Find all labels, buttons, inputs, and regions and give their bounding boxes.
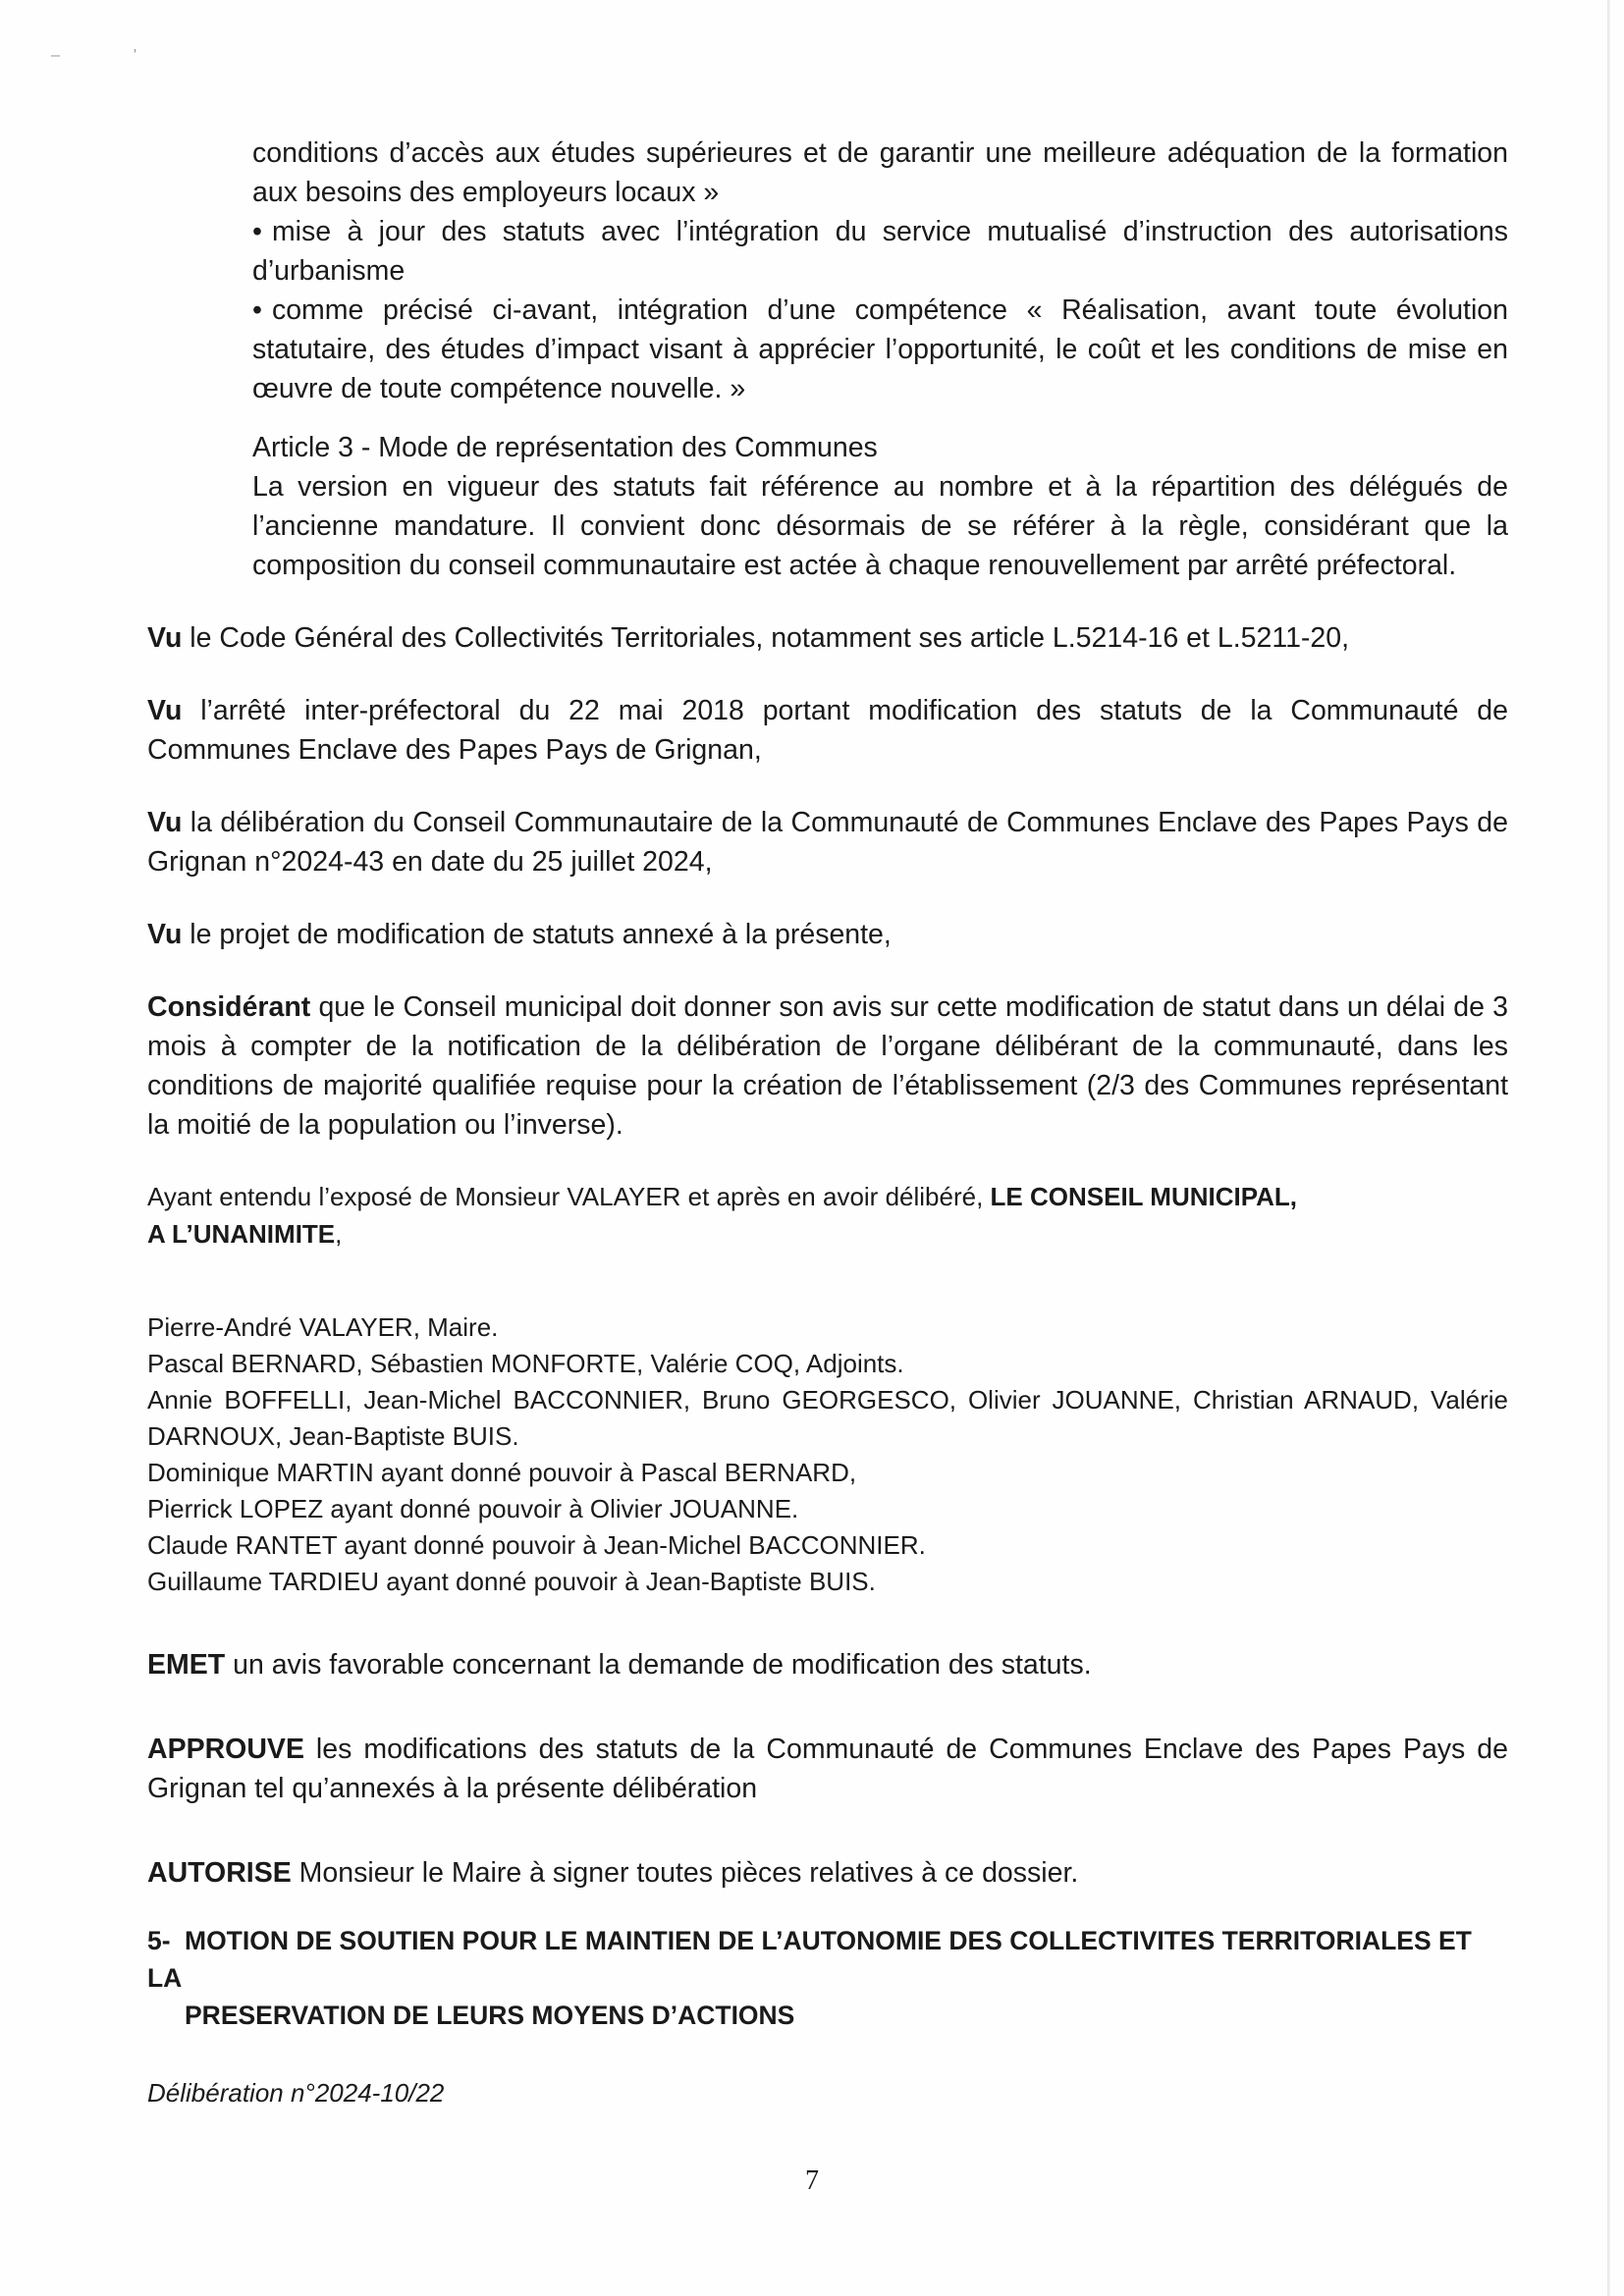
member-line: Pascal BERNARD, Sébastien MONFORTE, Valérie COQ, Adjoints. <box>147 1349 904 1378</box>
vu-paragraph: Vu le Code Général des Collectivités Territoriales, notamment ses article L.5214-16 et L.5211-20, <box>147 622 1350 654</box>
bullet-icon: • <box>252 294 262 326</box>
page-edge <box>1607 0 1610 2296</box>
members-list <box>147 1309 1508 1600</box>
article-title: Article 3 - Mode de représentation des Communes <box>252 432 878 463</box>
member-line: Dominique MARTIN ayant donné pouvoir à Pascal BERNARD, <box>147 1458 857 1487</box>
bullet-icon: • <box>252 216 262 247</box>
decision-approuve: APPROUVE les modifications des statuts de la Communauté de Communes Enclave des Papes Pays de Grignan tel qu’annexés à la présente délibération <box>147 1734 1508 1804</box>
ayant-paragraph: Ayant entendu l’exposé de Monsieur VALAYER et après en avoir délibéré, LE CONSEIL MUNICIPAL, A L’UNANIMITE, <box>147 1182 1298 1249</box>
article-text: La version en vigueur des statuts fait référence au nombre et à la répartition des délégués de l’ancienne mandature. Il convient donc désormais de se référer à la règle, considérant que la composition du conseil communautaire est actée à chaque renouvellement par arrêté préfectoral. <box>252 471 1508 581</box>
section-heading <box>147 1922 1508 2034</box>
paragraph-continued: conditions d’accès aux études supérieures et de garantir une meilleure adéquation de la formation aux besoins des employeurs locaux » <box>252 137 1508 208</box>
scan-mark: ' <box>134 47 137 64</box>
member-line: Annie BOFFELLI, Jean-Michel BACCONNIER, Bruno GEORGESCO, Olivier JOUANNE, Christian ARNAUD, Valérie DARNOUX, Jean-Baptiste BUIS. <box>147 1385 1508 1451</box>
bullet-item: • mise à jour des statuts avec l’intégration du service mutualisé d’instruction des autorisations d’urbanisme <box>252 212 1508 291</box>
continued-section <box>252 133 1508 585</box>
document-body <box>147 133 1508 2112</box>
member-line: Pierre-André VALAYER, Maire. <box>147 1312 499 1342</box>
scan-mark: – <box>51 47 60 64</box>
member-line: Guillaume TARDIEU ayant donné pouvoir à Jean-Baptiste BUIS. <box>147 1567 876 1596</box>
decision-autorise: AUTORISE Monsieur le Maire à signer toutes pièces relatives à ce dossier. <box>147 1857 1079 1889</box>
vu-paragraph: Vu l’arrêté inter-préfectoral du 22 mai 2018 portant modification des statuts de la Communauté de Communes Enclave des Papes Pays de Grignan, <box>147 695 1508 766</box>
considerant-paragraph: Considérant que le Conseil municipal doit donner son avis sur cette modification de statut dans un délai de 3 mois à compter de la notification de la délibération de l’organe délibérant de la communauté, dans les conditions de majorité qualifiée requise pour la création de l’établissement (2/3 des Communes représentant la moitié de la population ou l’inverse). <box>147 991 1508 1141</box>
bullet-item: • comme précisé ci-avant, intégration d’une compétence « Réalisation, avant toute évolution statutaire, des études d’impact visant à apprécier l’opportunité, le coût et les conditions de mise en œuvre de toute compétence nouvelle. » <box>252 291 1508 408</box>
section-title-line2: PRESERVATION DE LEURS MOYENS D’ACTIONS <box>185 2001 795 2030</box>
member-line: Pierrick LOPEZ ayant donné pouvoir à Olivier JOUANNE. <box>147 1494 799 1523</box>
deliberation-reference: Délibération n°2024-10/22 <box>147 2078 445 2108</box>
page-number: 7 <box>805 2165 819 2196</box>
section-title-line1: MOTION DE SOUTIEN POUR LE MAINTIEN DE L’AUTONOMIE DES COLLECTIVITES TERRITORIALES ET LA <box>147 1926 1472 1993</box>
vu-paragraph: Vu le projet de modification de statuts annexé à la présente, <box>147 919 892 950</box>
section-number: 5- <box>147 1926 171 1955</box>
decision-emet: EMET un avis favorable concernant la demande de modification des statuts. <box>147 1649 1092 1681</box>
member-line: Claude RANTET ayant donné pouvoir à Jean-Michel BACCONNIER. <box>147 1530 926 1560</box>
vu-paragraph: Vu la délibération du Conseil Communautaire de la Communauté de Communes Enclave des Papes Pays de Grignan n°2024-43 en date du 25 juillet 2024, <box>147 807 1508 878</box>
